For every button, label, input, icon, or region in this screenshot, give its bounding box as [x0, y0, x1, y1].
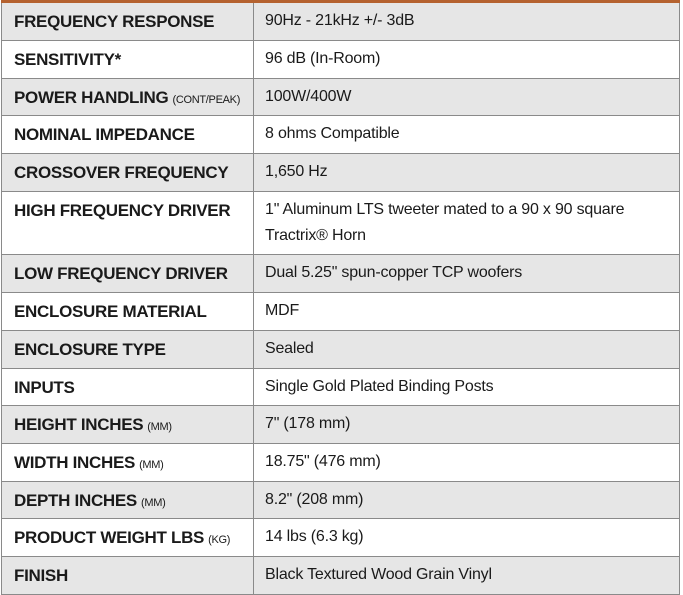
spec-label	[2, 406, 254, 443]
spec-value: 14 lbs (6.3 kg)	[265, 528, 364, 545]
spec-value: 8 ohms Compatible	[265, 125, 400, 142]
spec-label-unit: (MM)	[140, 497, 166, 509]
spec-label-text: WIDTH INCHES	[14, 453, 136, 472]
spec-value: 8.2" (208 mm)	[265, 491, 364, 508]
spec-value: MDF	[265, 302, 300, 319]
spec-label	[2, 369, 254, 405]
spec-row-inputs	[1, 369, 680, 406]
spec-label	[2, 116, 254, 153]
spec-label-text: DEPTH INCHES	[14, 491, 137, 510]
spec-label	[2, 79, 254, 115]
spec-label-text: HEIGHT INCHES	[14, 415, 144, 434]
spec-value: Dual 5.25" spun-copper TCP woofers	[265, 264, 523, 281]
spec-value: Single Gold Plated Binding Posts	[265, 378, 494, 395]
spec-row-power-handling	[1, 79, 680, 116]
spec-label-text: HIGH FREQUENCY DRIVER	[14, 201, 231, 220]
spec-label	[2, 192, 254, 254]
spec-label-unit: (MM)	[147, 421, 172, 433]
spec-label-text: SENSITIVITY*	[14, 50, 121, 69]
spec-value: 7" (178 mm)	[265, 415, 351, 432]
spec-row-width-inches	[1, 444, 680, 482]
spec-row-enclosure-material	[1, 293, 680, 331]
spec-value: 100W/400W	[265, 88, 352, 105]
spec-label-text: FINISH	[14, 566, 68, 585]
spec-label	[2, 557, 254, 594]
spec-label-unit: (CONT/PEAK)	[172, 94, 241, 106]
spec-label-text: CROSSOVER FREQUENCY	[14, 163, 229, 182]
spec-label	[2, 255, 254, 292]
spec-row-product-weight	[1, 519, 680, 557]
spec-value: 96 dB (In-Room)	[265, 50, 381, 67]
spec-label-text: FREQUENCY RESPONSE	[14, 12, 215, 31]
spec-label	[2, 519, 254, 556]
spec-label-text: ENCLOSURE TYPE	[14, 340, 166, 359]
spec-row-frequency-response	[1, 3, 680, 41]
spec-label-text: LOW FREQUENCY DRIVER	[14, 264, 228, 283]
spec-label-text: PRODUCT WEIGHT LBS	[14, 528, 205, 547]
spec-label	[2, 293, 254, 330]
spec-row-sensitivity	[1, 41, 680, 79]
spec-row-depth-inches	[1, 482, 680, 519]
spec-value: 18.75" (476 mm)	[265, 453, 381, 470]
spec-label	[2, 331, 254, 368]
spec-table	[1, 0, 680, 595]
spec-label-text: ENCLOSURE MATERIAL	[14, 302, 207, 321]
spec-label-text: NOMINAL IMPEDANCE	[14, 125, 195, 144]
spec-value: Black Textured Wood Grain Vinyl	[265, 566, 492, 583]
spec-label	[2, 482, 254, 518]
spec-label-unit: (MM)	[139, 459, 164, 471]
spec-label	[2, 3, 254, 40]
spec-value: 90Hz - 21kHz +/- 3dB	[265, 12, 415, 29]
spec-row-nominal-impedance	[1, 116, 680, 154]
spec-value: 1,650 Hz	[265, 163, 328, 180]
spec-label	[2, 154, 254, 191]
spec-label	[2, 444, 254, 481]
spec-value: 1" Aluminum LTS tweeter mated to a 90 x 90 square Tractrix® Horn	[265, 201, 625, 244]
spec-row-high-frequency-driver	[1, 192, 680, 255]
spec-label-text: INPUTS	[14, 378, 75, 397]
spec-label-text: POWER HANDLING	[14, 88, 169, 107]
spec-row-crossover-frequency	[1, 154, 680, 192]
spec-label	[2, 41, 254, 78]
spec-row-enclosure-type	[1, 331, 680, 369]
spec-row-finish	[1, 557, 680, 595]
spec-row-height-inches	[1, 406, 680, 444]
spec-value: Sealed	[265, 340, 314, 357]
spec-row-low-frequency-driver	[1, 255, 680, 293]
spec-label-unit: (KG)	[208, 534, 231, 546]
